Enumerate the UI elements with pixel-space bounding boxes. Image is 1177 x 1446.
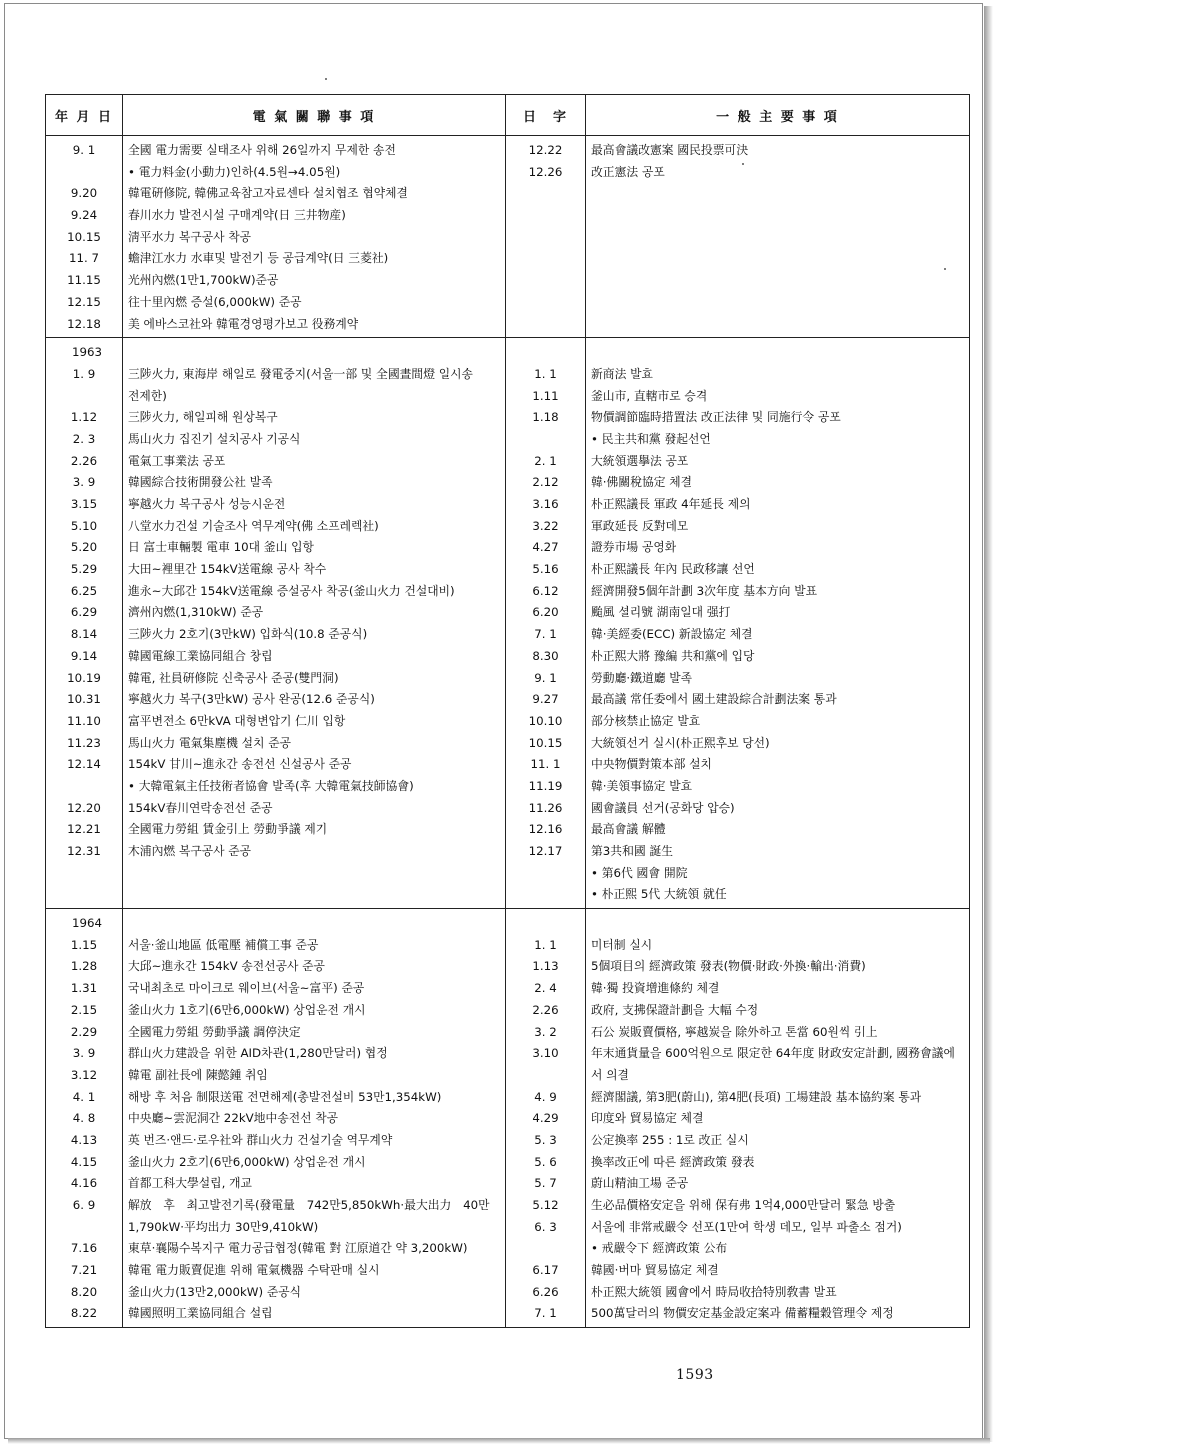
general-event: 朴正熙議長 年內 民政移讓 선언: [591, 562, 755, 577]
electric-date: 7.21: [70, 1263, 98, 1278]
electric-date: 1. 9: [72, 366, 96, 381]
general-date: [506, 342, 585, 364]
general-date: 2.12: [532, 475, 559, 490]
general-date: 9. 1: [534, 670, 557, 685]
chronology-table: [45, 94, 970, 1328]
general-event: • 第6代 國會 開院: [591, 865, 688, 880]
general-date: 12.26: [528, 164, 563, 179]
general-event: 公定換率 255 : 1로 改正 실시: [591, 1132, 749, 1147]
general-event: 生必品價格安定을 위해 保有弗 1억4,000만달러 緊急 방출: [591, 1198, 896, 1212]
general-date: 3.16: [532, 497, 559, 511]
electric-event: 韓電硏修院, 韓佛교육참고자료센타 설치협조 협약체결: [128, 186, 408, 201]
general-event: 韓·佛關稅協定 체결: [591, 475, 693, 490]
general-event: 韓·美領事協定 발효: [591, 778, 693, 793]
electric-event: 全國 電力需要 실태조사 위해 26일까지 무제한 송전: [128, 143, 396, 157]
general-date: 6.17: [532, 1263, 559, 1278]
general-event: 最高會議 解體: [591, 822, 666, 837]
electric-event: 進永~大邱간 154kV送電線 증설공사 착공(釜山火力 건설대비): [128, 583, 455, 598]
general-event: 國會議員 선거(공화당 압승): [591, 800, 735, 815]
general-date: 9.27: [532, 692, 559, 707]
general-event: 印度와 貿易協定 체결: [591, 1111, 704, 1126]
c-text-cell: [123, 909, 506, 1328]
general-event: 換率改正에 따른 經濟政策 發表: [591, 1154, 755, 1169]
c-date-cell: [46, 338, 123, 909]
general-event: 證券市場 공영화: [591, 540, 677, 555]
c-text-cell: [123, 338, 506, 909]
general-event: 部分核禁止協定 발효: [591, 713, 701, 728]
electric-date: 12.31: [67, 844, 101, 858]
electric-date: 11.10: [67, 713, 101, 728]
electric-date: 11.23: [67, 735, 101, 750]
electric-event: 154kV春川연락송전선 준공: [128, 800, 273, 815]
electric-event: 전제한): [128, 388, 167, 403]
general-event: 韓·美經委(ECC) 新設協定 체결: [591, 627, 753, 642]
general-event: 最高會議改憲案 國民投票可決: [591, 143, 749, 157]
electric-event: 서울·釜山地區 低電壓 補償工事 준공: [128, 937, 319, 952]
general-event: 미터制 실시: [591, 937, 653, 952]
electric-event: 寧越火力 복구(3만kW) 공사 완공(12.6 준공식): [128, 692, 375, 707]
general-date: 1. 1: [534, 366, 557, 381]
electric-date: 10.19: [67, 670, 101, 685]
electric-date: [46, 162, 122, 184]
general-date: [506, 429, 585, 451]
electric-date: 2.26: [70, 453, 98, 468]
general-date: 2. 4: [534, 981, 557, 996]
c-date2-cell: [506, 909, 586, 1328]
page-number: 1593: [676, 1367, 714, 1383]
electric-event: 解放 후 최고발전기록(發電量 742만5,850kWh·最大出力 40만: [128, 1198, 490, 1212]
electric-event: 韓國綜合技術開發公社 발족: [128, 475, 273, 490]
electric-event: 英 번즈·앤드·로우社와 群山火力 건설기술 역무계약: [128, 1132, 393, 1147]
general-date: 12.22: [528, 143, 563, 157]
general-date: 10.10: [528, 713, 563, 728]
general-event: 朴正熙大統領 國會에서 時局收拾特別敎書 발표: [591, 1284, 837, 1299]
general-event: 韓國·버마 貿易協定 체결: [591, 1263, 719, 1278]
general-event: 石公 炭販賣價格, 寧越炭을 除外하고 톤當 60원씩 引上: [591, 1024, 878, 1039]
electric-date: 4.13: [70, 1132, 98, 1147]
electric-event: 光州內燃(1만1,700kW)준공: [128, 273, 279, 288]
general-event: 年末通貨量을 600억원으로 限定한 64年度 財政安定計劃, 國務會議에: [591, 1046, 955, 1061]
general-date: 5. 3: [534, 1132, 557, 1147]
general-event: 勞動廳·鐵道廳 발족: [591, 670, 693, 685]
year-label: 1963: [72, 345, 103, 360]
electric-event: 三陟火力 2호기(3만kW) 입화식(10.8 준공식): [128, 627, 368, 642]
electric-date: 9.24: [70, 208, 98, 223]
general-event: 500萬달러의 物價安定基金設定案과 備蓄糧穀管理令 제정: [591, 1306, 894, 1321]
general-event: • 戒嚴令下 經濟政策 公布: [591, 1241, 728, 1256]
general-date: 5.12: [532, 1198, 559, 1212]
general-date: [506, 863, 585, 885]
electric-event: 電氣工事業法 공포: [128, 453, 226, 468]
electric-event: • 電力料金(小動力)인하(4.5원→4.05원): [128, 164, 341, 179]
general-date: 12.16: [528, 822, 563, 837]
electric-date: 3.15: [70, 497, 98, 511]
general-date: [506, 1238, 585, 1260]
electric-date: 3. 9: [72, 475, 96, 490]
general-date: 4.27: [532, 540, 559, 555]
electric-event: 釜山火力 2호기(6만6,000kW) 상업운전 개시: [128, 1154, 366, 1169]
electric-date: 12.20: [67, 800, 101, 815]
general-date: 1.11: [532, 388, 559, 403]
electric-event: 馬山火力 電氣集塵機 설치 준공: [128, 735, 292, 750]
general-date: 2. 1: [534, 453, 557, 468]
electric-event: 八堂水力건설 기술조사 역무계약(佛 소프레렉社): [128, 518, 379, 533]
electric-date: 12.18: [67, 316, 101, 331]
general-event: 軍政延長 反對데모: [591, 518, 689, 533]
electric-event: 韓電 電力販賣促進 위해 電氣機器 수탁판매 실시: [128, 1263, 380, 1278]
general-event: 經濟閣議, 第3肥(蔚山), 第4肥(長項) 工場建設 基本協約案 통과: [591, 1089, 922, 1104]
c-date2-cell: [506, 136, 586, 338]
electric-date: 9.20: [70, 186, 98, 201]
c-text2-cell: [586, 909, 970, 1328]
general-date: 11.19: [528, 778, 563, 793]
electric-event: 三陟火力, 東海岸 해일로 發電중지(서울一部 및 全國晝間燈 일시송: [128, 366, 473, 381]
electric-date: 7.16: [70, 1241, 98, 1256]
general-event: 大統領선거 실시(朴正熙후보 당선): [591, 735, 770, 750]
general-date: 6.12: [532, 583, 559, 598]
electric-date: 11.15: [67, 273, 101, 288]
electric-date: 11. 7: [68, 251, 100, 266]
general-event: 物價調節臨時措置法 改正法律 및 同施行令 공포: [591, 410, 841, 425]
year-block: [46, 909, 970, 1328]
electric-date: 1.28: [70, 959, 98, 974]
general-date: 11.26: [528, 800, 563, 815]
electric-date: [46, 863, 122, 885]
electric-event: [123, 342, 505, 364]
c-date-cell: [46, 909, 123, 1328]
general-date: 2.26: [532, 1002, 559, 1017]
electric-event: 美 에바스코社와 韓電경영평가보고 役務계약: [128, 316, 359, 331]
electric-date: 9.14: [70, 648, 98, 663]
general-event: • 民主共和黨 發起선언: [591, 431, 711, 446]
electric-event: 富平변전소 6만kVA 대형변압기 仁川 입항: [128, 713, 346, 728]
electric-date: 6.29: [70, 605, 98, 620]
general-date: 4.29: [532, 1111, 559, 1126]
electric-event: 日 富士車輛製 電車 10대 釜山 입항: [128, 540, 314, 555]
general-date: 3.10: [532, 1046, 559, 1061]
electric-date: 12.21: [67, 822, 101, 837]
general-event: 5個項目의 經濟政策 發表(物價·財政·外換·輸出·消費): [591, 959, 866, 974]
electric-event: 木浦內燃 복구공사 준공: [128, 844, 252, 858]
electric-event: 濟州內燃(1,310kW) 준공: [128, 605, 264, 620]
electric-date: 2. 3: [72, 431, 96, 446]
general-date: 5. 7: [534, 1176, 557, 1191]
general-event: 最高議 常任委에서 國土建設綜合計劃法案 통과: [591, 692, 837, 707]
electric-event: 해방 후 처음 制限送電 전면해제(총발전설비 53만1,354kW): [128, 1089, 442, 1104]
general-event: 第3共和國 誕生: [591, 844, 674, 858]
electric-event: 1,790kW·平均出力 30만9,410kW): [128, 1219, 319, 1234]
electric-date: 2.29: [70, 1024, 98, 1039]
electric-event: 韓電 副社長에 陳懿鍾 취임: [128, 1067, 268, 1082]
general-event: 蔚山精油工場 준공: [591, 1176, 689, 1191]
electric-event: 首都工科大學설립, 개교: [128, 1176, 252, 1191]
electric-date: 8.22: [70, 1306, 98, 1321]
general-event: 朴正熙大將 豫編 共和黨에 입당: [591, 648, 755, 663]
general-date: 6. 3: [534, 1219, 557, 1234]
electric-date: 6. 9: [72, 1198, 96, 1212]
year-block: [46, 338, 970, 909]
general-date: 6.26: [532, 1284, 559, 1299]
electric-event: 154kV 甘川~進永간 송전선 신설공사 준공: [128, 757, 352, 772]
electric-event: 淸平水力 복구공사 착공: [128, 229, 252, 244]
header-date: 年 月 日: [46, 95, 123, 136]
page-bottom-shadow: [8, 1438, 990, 1444]
electric-event: [123, 884, 505, 906]
general-event: [586, 342, 969, 364]
electric-date: 8.14: [70, 627, 98, 642]
general-event: 新商法 발효: [591, 366, 653, 381]
electric-date: 8.20: [70, 1284, 98, 1299]
electric-date: 6.25: [70, 583, 98, 598]
electric-event: [123, 913, 505, 935]
electric-date: [46, 1217, 122, 1239]
general-date: [506, 913, 585, 935]
general-date: 8.30: [532, 648, 559, 663]
general-event: 經濟開發5個年計劃 3次年度 基本方向 발표: [591, 583, 818, 598]
electric-date: 4. 8: [72, 1111, 96, 1126]
electric-event: 大邱~進永간 154kV 송전선공사 준공: [128, 959, 325, 974]
general-event: [586, 913, 969, 935]
electric-event: 韓國照明工業協同組合 설립: [128, 1306, 273, 1321]
table-header-row: [46, 95, 970, 136]
general-event: 大統領選擧法 공포: [591, 453, 689, 468]
electric-date: 4. 1: [72, 1089, 96, 1104]
electric-event: 全國電力勞組 勞動爭議 調停決定: [128, 1024, 301, 1039]
general-date: [506, 1065, 585, 1087]
header-general-events: 一 般 主 要 事 項: [586, 95, 970, 136]
scan-speck: [325, 78, 327, 80]
electric-event: 往十里內燃 증설(6,000kW) 준공: [128, 294, 302, 309]
electric-event: 馬山火力 집진기 설치공사 기공식: [128, 431, 301, 446]
general-date: 6.20: [532, 605, 559, 620]
general-date: 5.16: [532, 562, 559, 577]
general-event: 颱風 셜리號 湖南일대 强打: [591, 605, 731, 620]
c-text2-cell: [586, 136, 970, 338]
electric-event: 釜山火力 1호기(6만6,000kW) 상업운전 개시: [128, 1002, 366, 1017]
electric-date: 10.15: [67, 229, 101, 244]
electric-event: 韓國電線工業協同組合 창립: [128, 648, 273, 663]
general-event: 釜山市, 直轄市로 승격: [591, 388, 708, 403]
general-date: 4. 9: [534, 1089, 557, 1104]
electric-date: 2.15: [70, 1002, 98, 1017]
general-date: 10.15: [528, 735, 563, 750]
electric-event: [123, 863, 505, 885]
general-date: 1.13: [532, 959, 559, 974]
electric-date: 3. 9: [72, 1046, 96, 1061]
general-event: 政府, 支拂保證計劃을 大幅 수정: [591, 1002, 759, 1017]
page-edge-shadow: [984, 6, 993, 1442]
electric-event: 국내최초로 마이크로 웨이브(서울~富平) 준공: [128, 981, 365, 996]
header-date2: 日 字: [506, 95, 586, 136]
general-date: 11. 1: [530, 757, 561, 772]
year-block: [46, 136, 970, 338]
general-event: • 朴正熙 5代 大統領 就任: [591, 887, 727, 902]
electric-date: 4.15: [70, 1154, 98, 1169]
electric-event: 寧越火力 복구공사 성능시운전: [128, 497, 286, 511]
c-date-cell: [46, 136, 123, 338]
electric-date: 5.20: [70, 540, 98, 555]
electric-date: 10.31: [67, 692, 101, 707]
electric-event: 三陟火力, 해일피해 원상복구: [128, 410, 278, 425]
general-event: 서울에 非常戒嚴令 선포(1만여 학생 데모, 일부 파출소 점거): [591, 1219, 902, 1234]
electric-event: 韓電, 社員硏修院 신축공사 준공(雙門洞): [128, 670, 339, 685]
general-date: 3.22: [532, 518, 559, 533]
electric-date: [46, 386, 122, 408]
electric-date: 12.14: [67, 757, 101, 772]
electric-event: 東草·襄陽수복지구 電力공급협정(韓電 對 江原道간 약 3,200kW): [128, 1241, 468, 1256]
c-text2-cell: [586, 338, 970, 909]
general-date: 7. 1: [534, 1306, 557, 1321]
general-date: 7. 1: [534, 627, 557, 642]
general-date: 12.17: [528, 844, 563, 858]
electric-date: 4.16: [70, 1176, 98, 1191]
electric-event: 全國電力勞組 賃金引上 勞動爭議 제기: [128, 822, 328, 837]
electric-event: 蟾津江水力 水車및 발전기 등 공급계약(日 三菱社): [128, 251, 389, 266]
electric-date: [46, 884, 122, 906]
general-date: [506, 884, 585, 906]
electric-date: 12.15: [67, 294, 101, 309]
general-event: 韓·獨 投資增進條約 체결: [591, 981, 720, 996]
table-body: [46, 136, 970, 1328]
electric-event: 群山火力建設을 위한 AID차관(1,280만달러) 협정: [128, 1046, 388, 1061]
electric-date: 1.12: [70, 410, 98, 425]
general-date: 1. 1: [534, 937, 557, 952]
header-electric-events: 電 氣 關 聯 事 項: [123, 95, 506, 136]
general-date: 5. 6: [534, 1154, 557, 1169]
electric-event: 中央廳~雲泥洞간 22kV地中송전선 착공: [128, 1111, 339, 1126]
general-event: 서 의결: [591, 1067, 629, 1082]
electric-event: • 大韓電氣主任技術者協會 발족(후 大韓電氣技師協會): [128, 778, 414, 793]
electric-event: 釜山火力(13만2,000kW) 준공식: [128, 1284, 302, 1299]
general-event: 朴正熙議長 軍政 4年延長 제의: [591, 497, 751, 511]
electric-date: 5.10: [70, 518, 98, 533]
electric-event: 大田~裡里간 154kV送電線 공사 착수: [128, 562, 327, 577]
electric-date: 5.29: [70, 562, 98, 577]
year-label: 1964: [72, 916, 103, 931]
electric-date: 1.15: [70, 937, 98, 952]
electric-date: [46, 776, 122, 798]
electric-date: 1.31: [70, 981, 98, 996]
electric-event: 春川水力 발전시설 구매계약(日 三井物産): [128, 208, 346, 223]
c-date2-cell: [506, 338, 586, 909]
electric-date: 9. 1: [72, 143, 96, 157]
general-event: 中央物價對策本部 설치: [591, 757, 712, 772]
electric-date: 3.12: [70, 1067, 98, 1082]
general-date: 1.18: [532, 410, 559, 425]
general-date: 3. 2: [534, 1024, 557, 1039]
general-event: 改正憲法 공포: [591, 164, 665, 179]
c-text-cell: [123, 136, 506, 338]
